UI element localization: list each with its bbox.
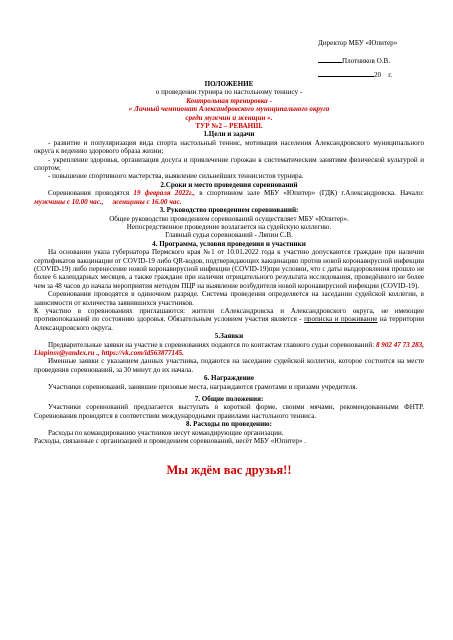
judge-contacts[interactable]: 8 902 47 73 283, Liapinsv@yandex.ru ., https://vk.com/id563877145. [34,340,424,357]
section-6-title: 6. Награждение [203,374,255,383]
date-suffix: г. [388,71,393,79]
s2-text-c: (ГДК) г.Александровска. Начало: [319,189,425,198]
men-start-time: мужчины с 10.00 час., [34,197,104,206]
event-date: 19 февраля 2022г., [133,189,196,198]
closing-message: Мы ждём вас друзья!! [166,463,292,478]
section-3-p3: Главный судья соревнований - Ляпин С.В. [165,231,293,240]
event-line-2: « Личный чемпионат Александровского муниципального округа [128,105,330,114]
section-1-p2: - укрепление здоровья, организация досуга и привлечение горожан к систематическим занятиям физической культурой и спортом; [34,155,424,173]
section-1-p3: - повышение спортивного мастерства, выявление сильнейших теннисистов турнира. [48,172,304,181]
event-line-1: Контрольная тренировка - [186,96,272,105]
section-5-title: 5.Заявки [214,332,244,341]
section-8-p1: Расходы по командированию участников несут командирующие организации. [48,428,284,437]
director-title: Директор МБУ «Юпитер» [318,39,398,47]
s4-p3-text-a: К участию в соревнованиях приглашаются: жители г.Александровска и Александровского округа, не имеющие противопоказаний по состоянию здоровья. Обязательным условием участия является - [34,306,424,324]
section-4-p3 [34,307,424,332]
section-5-p2: Именные заявки с указанием данных участника, подаются на заседание судейской коллегии, которое состоится на месте проведения соревнований, за 30 минут до их начала. [34,357,424,374]
section-4-p1: На основании указа губернатора Пермского края №1 от 10.01.2022 года к участию допускаются граждане при наличии сертификатов вакцинации от COVID-19 либо QR-кодов, подтверждающих вакцинацию против новой коронавирусной инфекции (COVID-19) либо перенесение новой коронавирусной инфекции (COVID-19)при условии, что с даты выздоровления прошло не более 6 календарных месяцев, а также граждане при наличии отрицательного результата исследования, проведённого не более чем за 48 часов до начала мероприятия методом ПЦР на выявление возбудителя новой коронавирусной инфекции (COVID-19). [34,248,424,290]
event-line-3: среди мужчин и женщин ». [185,113,273,122]
signer-line [318,56,390,65]
date-line [318,70,392,79]
s2-text-b: в спортивном зале МБУ «Юпитер» [199,189,316,198]
section-8-p2: Расходы, связанные с организацией и проведением соревнований, несёт МБУ «Юпитер» . [34,437,307,446]
s5-p1-text: Предварительные заявки на участие в соревнованиях подаются по контактам главного судьи соревнований: [48,340,375,349]
tour-label: ТУР №2 – РЕВАНШ. [195,122,263,131]
document-subtitle: о проведении турнира по настольному теннису - [155,88,303,97]
section-1-title: 1.Цели и задачи [203,130,255,139]
document-title: ПОЛОЖЕНИЕ [204,80,254,88]
s2-text-a: Соревнования проводятся [48,189,130,198]
section-2-title: 2.Сроки и место проведения соревнований [160,180,298,189]
section-7-p1: Участники соревнований предлагается выступать в короткой форме, своими мячами, рекомендованными ФНТР. Соревнования проводятся в соответствии международными правилами настольного тенниса. [34,403,424,420]
section-2-p1 [34,189,424,206]
signature-blank [318,56,342,63]
document-body [34,80,424,477]
section-3-title: 3. Руководство проведением соревнований: [159,206,299,215]
women-start-time: женщины с 16.00 час. [112,197,182,206]
section-7-title: 7. Общие положения: [194,395,264,404]
signer-name: Плотников О.В. [342,57,390,65]
date-blank [318,70,374,77]
section-3-p1: Общее руководство проведением соревнований осуществляет МБУ «Юпитер». [109,214,349,223]
section-4-title: 4. Программа, условия проведения и участники [152,239,306,248]
section-6-p1: Участники соревнований, занявшие призовые места, награждаются грамотами и призами учредителя. [48,382,358,391]
s4-p3-text-c: на территории Александровского округа. [34,315,425,332]
section-8-title: 8. Расходы по проведению: [186,420,272,429]
section-3-p2: Непосредственное проведение возлагается на судейскую коллегию. [126,222,332,231]
section-5-p1 [34,341,424,358]
section-1-p1: - развитие и популяризация вида спорта настольный теннис, мотивация населения Александровского муниципального округа к ведению здорового образа жизни; [34,138,424,156]
date-year: 20 [374,71,382,79]
section-4-p2: Соревнования проводятся в одиночном разряде. Система проведения определяется на заседании судейской коллегии, в зависимости от количества заявившихся участников. [34,290,424,307]
residence-requirement: прописка и проживание [304,315,378,324]
